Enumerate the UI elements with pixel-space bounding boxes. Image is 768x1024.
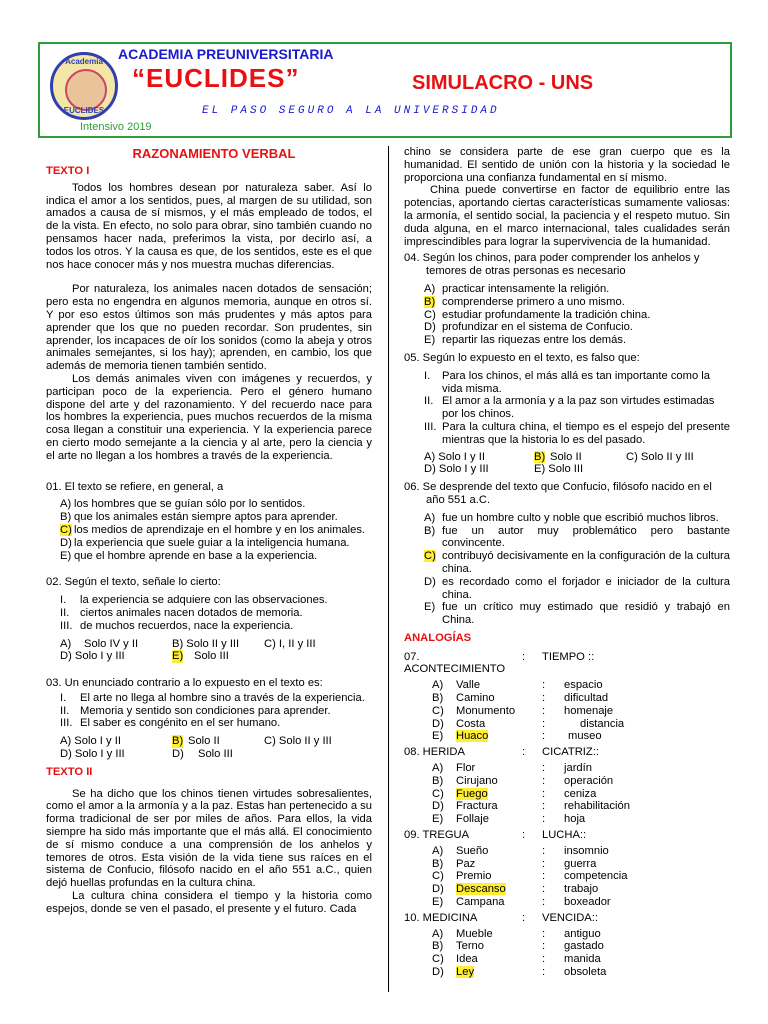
- option-d[interactable]: D) profundizar en el sistema de Confucio.: [424, 321, 633, 334]
- option-d[interactable]: D) es recordado como el forjador e iniciador de la cultura china.: [424, 575, 730, 601]
- option-b[interactable]: [534, 451, 550, 464]
- answer-highlight: Ley: [456, 966, 475, 979]
- analogy-q10: [404, 912, 730, 979]
- analogy-premise: 10. MEDICINA : VENCIDA::: [404, 911, 598, 924]
- academy-logo: [50, 52, 118, 120]
- option-a[interactable]: A): [60, 637, 72, 650]
- question-stem: 05. Según lo expuesto en el texto, es falso que:: [404, 351, 640, 364]
- statement: I. El arte no llega al hombre sino a través de la experiencia.: [60, 691, 365, 704]
- option-d[interactable]: D) Costa : distancia: [432, 717, 625, 730]
- option-c[interactable]: C) los medios de aprendizaje en el hombre y en los animales.: [60, 523, 366, 536]
- logo-top-text: Academia: [65, 57, 103, 66]
- analogy-premise: 07. ACONTECIMIENTO : TIEMPO ::: [404, 650, 595, 676]
- question-stem: 03. Un enunciado contrario a lo expuesto en el texto es:: [46, 677, 323, 690]
- right-column: [404, 146, 730, 979]
- option-c[interactable]: C) Premio : competencia: [432, 870, 628, 883]
- statement: II. El amor a la armonía y a la paz son virtudes estimadas por los chinos.: [424, 395, 715, 421]
- analogy-premise: 09. TREGUA : LUCHA::: [404, 829, 587, 842]
- option-e[interactable]: [172, 650, 194, 663]
- paragraph: La cultura china considera el tiempo y la historia como espejos, donde se ven el pasado, el presente y el futuro. Cada: [46, 890, 372, 915]
- option-d[interactable]: D) Ley : obsoleta: [432, 966, 607, 979]
- option-a[interactable]: A) Sueño : insomnio: [432, 844, 609, 857]
- option-c[interactable]: C) Monumento : homenaje: [432, 704, 614, 717]
- option-b[interactable]: B) Paz : guerra: [432, 857, 597, 870]
- paragraph: Se ha dicho que los chinos tienen virtudes sobresalientes, como el amor a la armonía y a la paz. Estas han pertenecido a su forma tradicional de ser por miles de años. Para ellos, la vida siempre ha sido más importante que el más allá. El conocimiento de sí mismo conduce a una comprensión de los anhelos y temores de otros. Esta visión de la vida tiene sus raíces en el sistema de Confucio, filósofo nacido en el año 551 a.C., quien dejó huellas profundas en la cultura china.: [46, 787, 372, 890]
- academy-label: ACADEMIA PREUNIVERSITARIA: [118, 46, 334, 62]
- option-c[interactable]: C) contribuyó decisivamente en la configuración de la cultura china.: [424, 550, 730, 575]
- option-b[interactable]: B) Terno : gastado: [432, 940, 604, 953]
- option-a[interactable]: A) los hombres que se guían sólo por lo sentidos.: [60, 498, 306, 511]
- statement: II. Memoria y sentido son condiciones para aprender.: [60, 704, 331, 717]
- option-b[interactable]: B) Solo II y III: [172, 637, 240, 650]
- paragraph: chino se considera parte de ese gran cuerpo que es la humanidad. El sentido de unión con la historia y la sociedad le proporciona una confianza fundamental en sí mismo.: [404, 146, 730, 184]
- answer-highlight: C): [60, 523, 72, 536]
- answer-highlight: B): [534, 450, 546, 463]
- statement: I. Para los chinos, el más allá es tan importante como la vida misma.: [424, 369, 711, 395]
- option-b[interactable]: B) fue un autor muy problemático pero bastante convincente.: [424, 524, 730, 550]
- option-b[interactable]: [172, 735, 188, 748]
- statement: II. ciertos animales nacen dotados de memoria.: [60, 606, 303, 619]
- option-b[interactable]: B) Camino : dificultad: [432, 692, 609, 705]
- option-c[interactable]: C) I, II y III: [264, 637, 316, 650]
- statement: III. Para la cultura china, el tiempo es el espejo del presente mientras que la historia lo es del pasado.: [424, 420, 730, 446]
- option-d[interactable]: D) Fractura : rehabilitación: [432, 800, 630, 813]
- options: [404, 512, 730, 627]
- option-b[interactable]: B) que los animales están siempre aptos para aprender.: [60, 511, 338, 524]
- option-a[interactable]: A) practicar intensamente la religión.: [424, 282, 610, 295]
- answer-highlight: E): [172, 650, 184, 663]
- options: [404, 283, 730, 347]
- logo-bottom-text: EUCLIDES: [63, 106, 105, 115]
- slogan: EL PASO SEGURO A LA UNIVERSIDAD: [202, 105, 500, 117]
- analogy-premise: 08. HERIDA : CICATRIZ::: [404, 746, 599, 759]
- answer-highlight: B): [424, 295, 436, 308]
- option-b[interactable]: B) comprenderse primero a uno mismo.: [424, 295, 625, 308]
- option-d[interactable]: D) Solo I y III: [424, 463, 489, 476]
- column-divider: [388, 146, 389, 992]
- answer-highlight: B): [172, 735, 184, 748]
- option-d[interactable]: D) la experiencia que suele guiar a la inteligencia humana.: [60, 536, 350, 549]
- academy-name: “EUCLIDES”: [132, 63, 300, 93]
- option-d[interactable]: D) Solo I y III: [60, 748, 125, 761]
- answer-row: A) Solo I y II B) Solo II C) Solo II y III: [60, 735, 332, 748]
- exam-title: SIMULACRO - UNS: [412, 72, 594, 94]
- option-b[interactable]: B) Cirujano : operación: [432, 774, 614, 787]
- option-e[interactable]: E) Huaco : museo: [432, 730, 602, 743]
- option-a[interactable]: A) Valle : espacio: [432, 679, 603, 692]
- option-a[interactable]: A) Solo I y II: [424, 450, 485, 463]
- analogy-q9: [404, 829, 730, 909]
- answer-highlight: C): [424, 550, 436, 563]
- answer-highlight: Descanso: [456, 883, 506, 896]
- analogias-label: ANALOGÍAS: [404, 631, 472, 644]
- option-a[interactable]: A) Solo I y II: [60, 735, 121, 748]
- option-d[interactable]: D) Descanso : trabajo: [432, 883, 599, 896]
- section-title: RAZONAMIENTO VERBAL: [132, 146, 296, 161]
- option-a[interactable]: A) Mueble : antiguo: [432, 927, 601, 940]
- option-e[interactable]: E) fue un crítico muy estimado que residió y trabajó en China.: [424, 601, 730, 627]
- option-e[interactable]: E) Follaje : hoja: [432, 813, 586, 826]
- answer-row: D) Solo I y III D) Solo III: [60, 748, 233, 761]
- answer-row: D) Solo I y III E) Solo III: [60, 650, 229, 663]
- paragraph: China puede convertirse en factor de equilibrio entre las potencias, aportando ciertas características sumamente valiosas: la armonía, el sentido social, la paciencia y el respeto mutuo. Sin duda alguna, en el marco internacional, tales cualidades serán imprescindibles para lograr la supervivencia de la humanidad.: [404, 184, 730, 248]
- option-c[interactable]: C) Solo II y III: [626, 450, 694, 463]
- left-column: [46, 146, 372, 916]
- statements: [404, 370, 730, 447]
- paragraph: Por naturaleza, los animales nacen dotados de sensación; pero esta no engendra en algunos memoria, aunque en otros sí. Y por eso estos últimos son más prudentes y más aptos para aprender que los que no pueden recordar. Son prudentes, sin aprender, los incapaces de oír los sonidos (como la abeja y otros animales semejantes, si los hay); aprenden, en cambio, los que además de memoria tienen también sentido.: [46, 283, 372, 373]
- paragraph: Los demás animales viven con imágenes y recuerdos, y participan poco de la experiencia. Pero el género humano dispone del arte y del razonamiento. Y del recuerdo nace para los hombres la experiencia, pues muchos recuerdos de la misma cosa llegan a constituir una experiencia. Y la experiencia parece en cierto modo semejante a la ciencia y al arte, pero la ciencia y el arte no llegan a los hombres a través de la experiencia.: [46, 372, 372, 462]
- analogy-q7: [404, 651, 730, 744]
- question-stem: 02. Según el texto, señale lo cierto:: [46, 576, 221, 589]
- option-e[interactable]: D): [172, 748, 184, 761]
- answer-row: A) Solo I y II B) Solo II C) Solo II y III: [424, 450, 694, 463]
- statement: III. de muchos recuerdos, nace la experiencia.: [60, 619, 294, 632]
- statement: I. la experiencia se adquiere con las observaciones.: [60, 594, 328, 607]
- paragraph: Todos los hombres desean por naturaleza saber. Así lo indica el amor a los sentidos, pues, al margen de su utilidad, son amados a causa de sí mismos, y el más empleado de todos, el de la vista. En efecto, no solo para obrar, sino también cuando no pensamos hacer nada, preferimos la vista, por decirlo así, a todos los otros. Y la causa es que, de los sentidos, este es el que nos hace conocer más y nos muestra muchas diferencias.: [46, 181, 372, 271]
- term-label: Intensivo 2019: [80, 121, 152, 133]
- statement: III. El saber es congénito en el ser humano.: [60, 717, 281, 730]
- option-a[interactable]: A) Flor : jardín: [432, 762, 592, 775]
- logo-portrait-icon: [65, 69, 107, 111]
- analogy-q8: [404, 746, 730, 826]
- statements: [46, 594, 372, 632]
- statements: [46, 692, 372, 730]
- option-a[interactable]: A) fue un hombre culto y noble que escribió muchos libros.: [424, 511, 719, 524]
- options: [46, 498, 372, 562]
- answer-highlight: Fuego: [456, 787, 488, 800]
- option-c[interactable]: C) Solo II y III: [264, 735, 332, 748]
- option-d[interactable]: D) Solo I y III: [60, 650, 125, 663]
- question-stem: 01. El texto se refiere, en general, a: [46, 480, 224, 493]
- texto1-label: TEXTO I: [46, 165, 90, 177]
- answer-row: A) Solo IV y II B) Solo II y III C) I, II y III: [60, 637, 316, 650]
- texto2-label: TEXTO II: [46, 765, 93, 778]
- question-stem: 06. Se desprende del texto que Confucio, filósofo nacido en el año 551 a.C.: [404, 481, 712, 506]
- option-e[interactable]: E) que el hombre aprende en base a la experiencia.: [60, 549, 318, 562]
- answer-highlight: Huaco: [456, 730, 489, 743]
- answer-row: [404, 463, 730, 476]
- option-e[interactable]: E) repartir las riquezas entre los demás.: [424, 334, 627, 347]
- option-c[interactable]: C) Fuego : ceniza: [432, 787, 597, 800]
- option-c[interactable]: C) Idea : manida: [432, 953, 601, 966]
- question-stem: 04. Según los chinos, para poder comprender los anhelos y temores de otras personas es necesario: [404, 252, 700, 278]
- option-e[interactable]: E) Campana : boxeador: [432, 896, 611, 909]
- option-e[interactable]: E) Solo III: [534, 463, 584, 476]
- option-c[interactable]: C) estudiar profundamente la tradición china.: [424, 308, 651, 321]
